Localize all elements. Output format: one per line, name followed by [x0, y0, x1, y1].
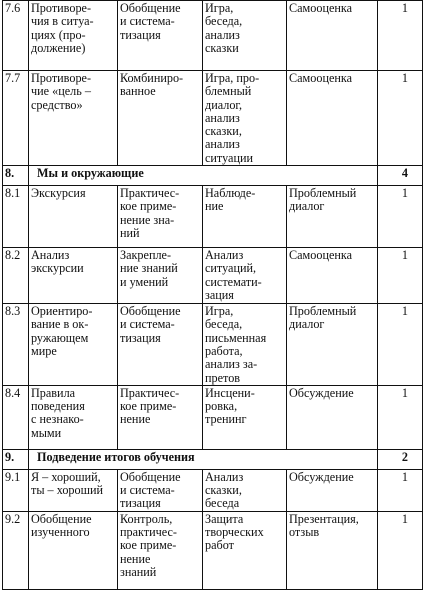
- lesson-type: Практичес- кое приме- нение: [118, 385, 203, 449]
- lesson-methods: Игра, про- блемный диалог, анализ сказки, анализ ситуации: [203, 71, 287, 166]
- table-body: [3, 1, 423, 590]
- lesson-methods: Анализ сказки, беседа: [203, 469, 287, 511]
- lesson-control: Самооценка: [287, 71, 378, 166]
- table-row: [3, 469, 423, 511]
- lesson-number: 8.3: [3, 304, 29, 386]
- lesson-number: 9.2: [3, 511, 29, 589]
- section-title: Мы и окружающие: [29, 166, 378, 186]
- lesson-methods: Анализ ситуаций, системати- зация: [203, 248, 287, 304]
- lesson-type: Практичес- кое приме- нение зна- ний: [118, 186, 203, 248]
- lesson-hours: 1: [378, 248, 423, 304]
- section-hours: 4: [378, 166, 423, 186]
- lesson-number: 7.7: [3, 71, 29, 166]
- lesson-topic: Обобщение изученного: [29, 511, 118, 589]
- lesson-methods: Игра, беседа, анализ сказки: [203, 1, 287, 71]
- lesson-topic: Я – хороший, ты – хороший: [29, 469, 118, 511]
- section-title: Подведение итогов обучения: [29, 449, 378, 469]
- table-row: [3, 511, 423, 589]
- lesson-hours: 1: [378, 1, 423, 71]
- lesson-hours: 1: [378, 71, 423, 166]
- lesson-hours: 1: [378, 385, 423, 449]
- lesson-hours: 1: [378, 469, 423, 511]
- table-row: [3, 248, 423, 304]
- section-number: 8.: [3, 166, 29, 186]
- lesson-hours: 1: [378, 186, 423, 248]
- lesson-type: Закрепле- ние знаний и умений: [118, 248, 203, 304]
- lesson-number: 8.1: [3, 186, 29, 248]
- table-row: [3, 385, 423, 449]
- lesson-type: Обобщение и система- тизация: [118, 469, 203, 511]
- lesson-control: Самооценка: [287, 1, 378, 71]
- section-number: 9.: [3, 449, 29, 469]
- lesson-control: Самооценка: [287, 248, 378, 304]
- section-row: [3, 449, 423, 469]
- lesson-methods: Защита творческих работ: [203, 511, 287, 589]
- page: [2, 0, 422, 599]
- table-row: [3, 186, 423, 248]
- lesson-control: Обсуждение: [287, 385, 378, 449]
- lesson-type: Обобщение и система- тизация: [118, 304, 203, 386]
- lesson-control: Презентация, отзыв: [287, 511, 378, 589]
- lesson-control: Обсуждение: [287, 469, 378, 511]
- table-row: [3, 1, 423, 71]
- lesson-methods: Игра, беседа, письменная работа, анализ за- претов: [203, 304, 287, 386]
- table-row: [3, 71, 423, 166]
- lesson-control: Проблемный диалог: [287, 304, 378, 386]
- lesson-topic: Противоре- чия в ситуа- циях (про- должение): [29, 1, 118, 71]
- section-hours: 2: [378, 449, 423, 469]
- lesson-plan-table: [2, 0, 423, 590]
- lesson-hours: 1: [378, 511, 423, 589]
- lesson-number: 9.1: [3, 469, 29, 511]
- table-row: [3, 304, 423, 386]
- lesson-type: Контроль, практичес- кое приме- нение знаний: [118, 511, 203, 589]
- lesson-number: 8.2: [3, 248, 29, 304]
- lesson-methods: Наблюде- ние: [203, 186, 287, 248]
- lesson-methods: Инсцени- ровка, тренинг: [203, 385, 287, 449]
- section-row: [3, 166, 423, 186]
- lesson-topic: Противоре- чие «цель – средство»: [29, 71, 118, 166]
- lesson-control: Проблемный диалог: [287, 186, 378, 248]
- lesson-number: 8.4: [3, 385, 29, 449]
- lesson-type: Комбиниро- ванное: [118, 71, 203, 166]
- lesson-topic: Экскурсия: [29, 186, 118, 248]
- lesson-topic: Правила поведения с незнако- мыми: [29, 385, 118, 449]
- lesson-topic: Ориентиро- вание в ок- ружающем мире: [29, 304, 118, 386]
- lesson-type: Обобщение и система- тизация: [118, 1, 203, 71]
- lesson-hours: 1: [378, 304, 423, 386]
- lesson-topic: Анализ экскурсии: [29, 248, 118, 304]
- lesson-number: 7.6: [3, 1, 29, 71]
